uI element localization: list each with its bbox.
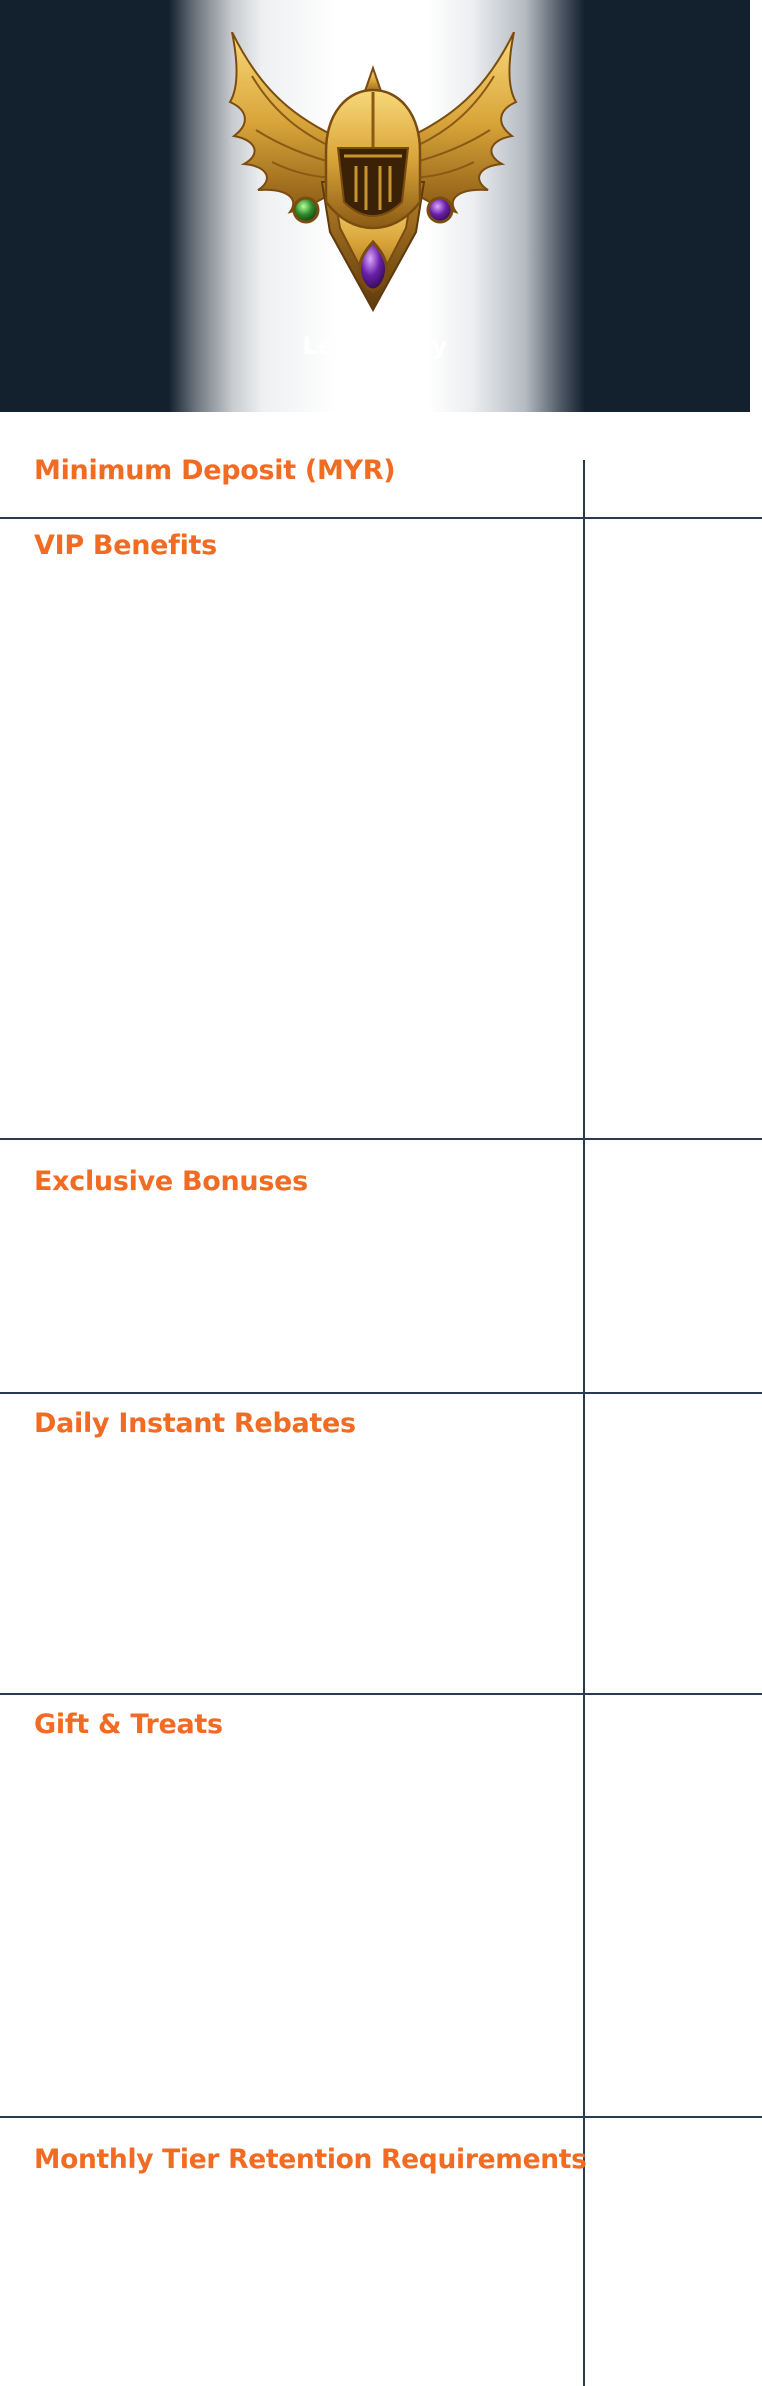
tier-hero-banner <box>0 0 750 412</box>
tier-name: Legendary <box>302 332 448 360</box>
row-label-monthly-tier-retention: Monthly Tier Retention Requirements <box>34 2144 587 2175</box>
row-label-exclusive-bonuses: Exclusive Bonuses <box>34 1166 308 1197</box>
row-label-vip-benefits: VIP Benefits <box>34 530 217 561</box>
row-divider <box>0 2116 762 2118</box>
column-divider <box>583 460 585 2386</box>
row-divider <box>0 1693 762 1695</box>
row-label-daily-instant-rebates: Daily Instant Rebates <box>34 1408 356 1439</box>
row-label-minimum-deposit: Minimum Deposit (MYR) <box>34 455 396 486</box>
golden-winged-knight-helmet-icon <box>226 32 520 312</box>
row-divider <box>0 1392 762 1394</box>
row-label-gift-treats: Gift & Treats <box>34 1709 223 1740</box>
row-divider <box>0 1138 762 1140</box>
row-divider <box>0 517 762 519</box>
